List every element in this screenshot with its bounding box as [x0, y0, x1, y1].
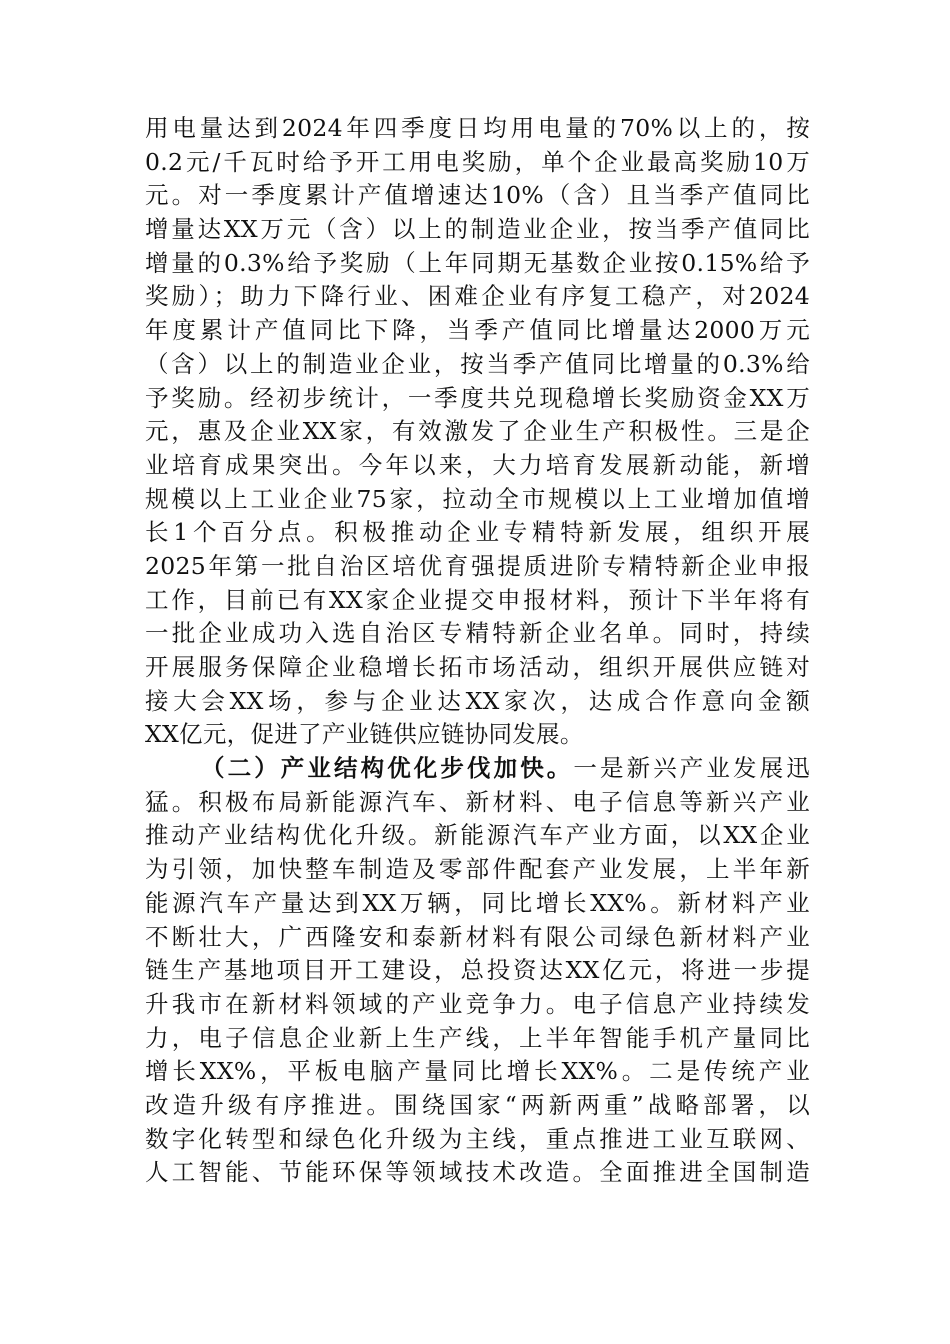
- paragraph-1-line-18: 接大会XX场，参与企业达XX家次，达成合作意向金额: [145, 686, 810, 715]
- paragraph-2-line-5: 能源汽车产量达到XX万辆，同比增长XX%。新材料产业: [145, 888, 810, 917]
- document-body: [145, 112, 810, 1190]
- paragraph-1-line-6: 奖励）；助力下降行业、困难企业有序复工稳产，对2024: [145, 282, 810, 311]
- paragraph-2-line-4: 为引领，加快整车制造及零部件配套产业发展，上半年新: [145, 855, 810, 884]
- paragraph-1-line-4: 增量达XX万元（含）以上的制造业企业，按当季产值同比: [145, 215, 810, 244]
- paragraph-2-line-6: 不断壮大，广西隆安和泰新材料有限公司绿色新材料产业: [145, 922, 810, 951]
- paragraph-2-line-10: 增长XX%，平板电脑产量同比增长XX%。二是传统产业: [145, 1057, 810, 1086]
- paragraph-1-line-13: 长1个百分点。积极推动企业专精特新发展，组织开展: [145, 518, 810, 547]
- paragraph-2-line-11: 改造升级有序推进。围绕国家“两新两重”战略部署，以: [145, 1090, 810, 1119]
- paragraph-2-line-9: 力，电子信息企业新上生产线，上半年智能手机产量同比: [145, 1023, 810, 1052]
- paragraph-1-line-1: 用电量达到2024年四季度日均用电量的70%以上的，按: [145, 114, 810, 142]
- paragraph-2-line-13: 人工智能、节能环保等领域技术改造。全面推进全国制造: [145, 1158, 810, 1187]
- paragraph-1-line-14: 2025年第一批自治区培优育强提质进阶专精特新企业申报: [145, 551, 810, 580]
- paragraph-2-line-3: 推动产业结构优化升级。新能源汽车产业方面，以XX企业: [145, 821, 810, 850]
- paragraph-2-line-2: 猛。积极布局新能源汽车、新材料、电子信息等新兴产业: [145, 787, 810, 816]
- paragraph-1-line-17: 开展服务保障企业稳增长拓市场活动，组织开展供应链对: [145, 653, 810, 681]
- paragraph-2-line-8: 升我市在新材料领域的产业竞争力。电子信息产业持续发: [145, 989, 810, 1018]
- paragraph-2-line-1-rest: 一是新兴产业发展迅: [573, 754, 811, 783]
- paragraph-1-line-2: 0.2元/千瓦时给予开工用电奖励，单个企业最高奖励10万: [145, 147, 810, 176]
- paragraph-1-line-15: 工作，目前已有XX家企业提交申报材料，预计下半年将有: [145, 585, 810, 614]
- paragraph-1-line-8: （含）以上的制造业企业，按当季产值同比增量的0.3%给: [145, 349, 810, 378]
- paragraph-1-line-11: 业培育成果突出。今年以来，大力培育发展新动能，新增: [145, 450, 810, 479]
- paragraph-1-line-3: 元。对一季度累计产值增速达10%（含）且当季产值同比: [145, 181, 810, 210]
- section-heading: （二）产业结构优化步伐加快。: [201, 754, 574, 783]
- paragraph-1-line-7: 年度累计产值同比下降，当季产值同比增量达2000万元: [145, 316, 810, 345]
- paragraph-2-line-1: [145, 752, 810, 786]
- paragraph-1-line-5: 增量的0.3%给予奖励（上年同期无基数企业按0.15%给予: [145, 248, 810, 277]
- paragraph-1-line-9: 予奖励。经初步统计，一季度共兑现稳增长奖励资金XX万: [145, 383, 810, 412]
- paragraph-2-line-12: 数字化转型和绿色化升级为主线，重点推进工业互联网、: [145, 1124, 810, 1153]
- paragraph-2-line-7: 链生产基地项目开工建设，总投资达XX亿元，将进一步提: [145, 956, 810, 985]
- paragraph-1-line-16: 一批企业成功入选自治区专精特新企业名单。同时，持续: [145, 619, 810, 648]
- paragraph-1-line-19: XX亿元，促进了产业链供应链协同发展。: [145, 720, 584, 749]
- paragraph-1-line-12: 规模以上工业企业75家，拉动全市规模以上工业增加值增: [145, 484, 810, 513]
- paragraph-1-line-10: 元，惠及企业XX家，有效激发了企业生产积极性。三是企: [145, 417, 810, 446]
